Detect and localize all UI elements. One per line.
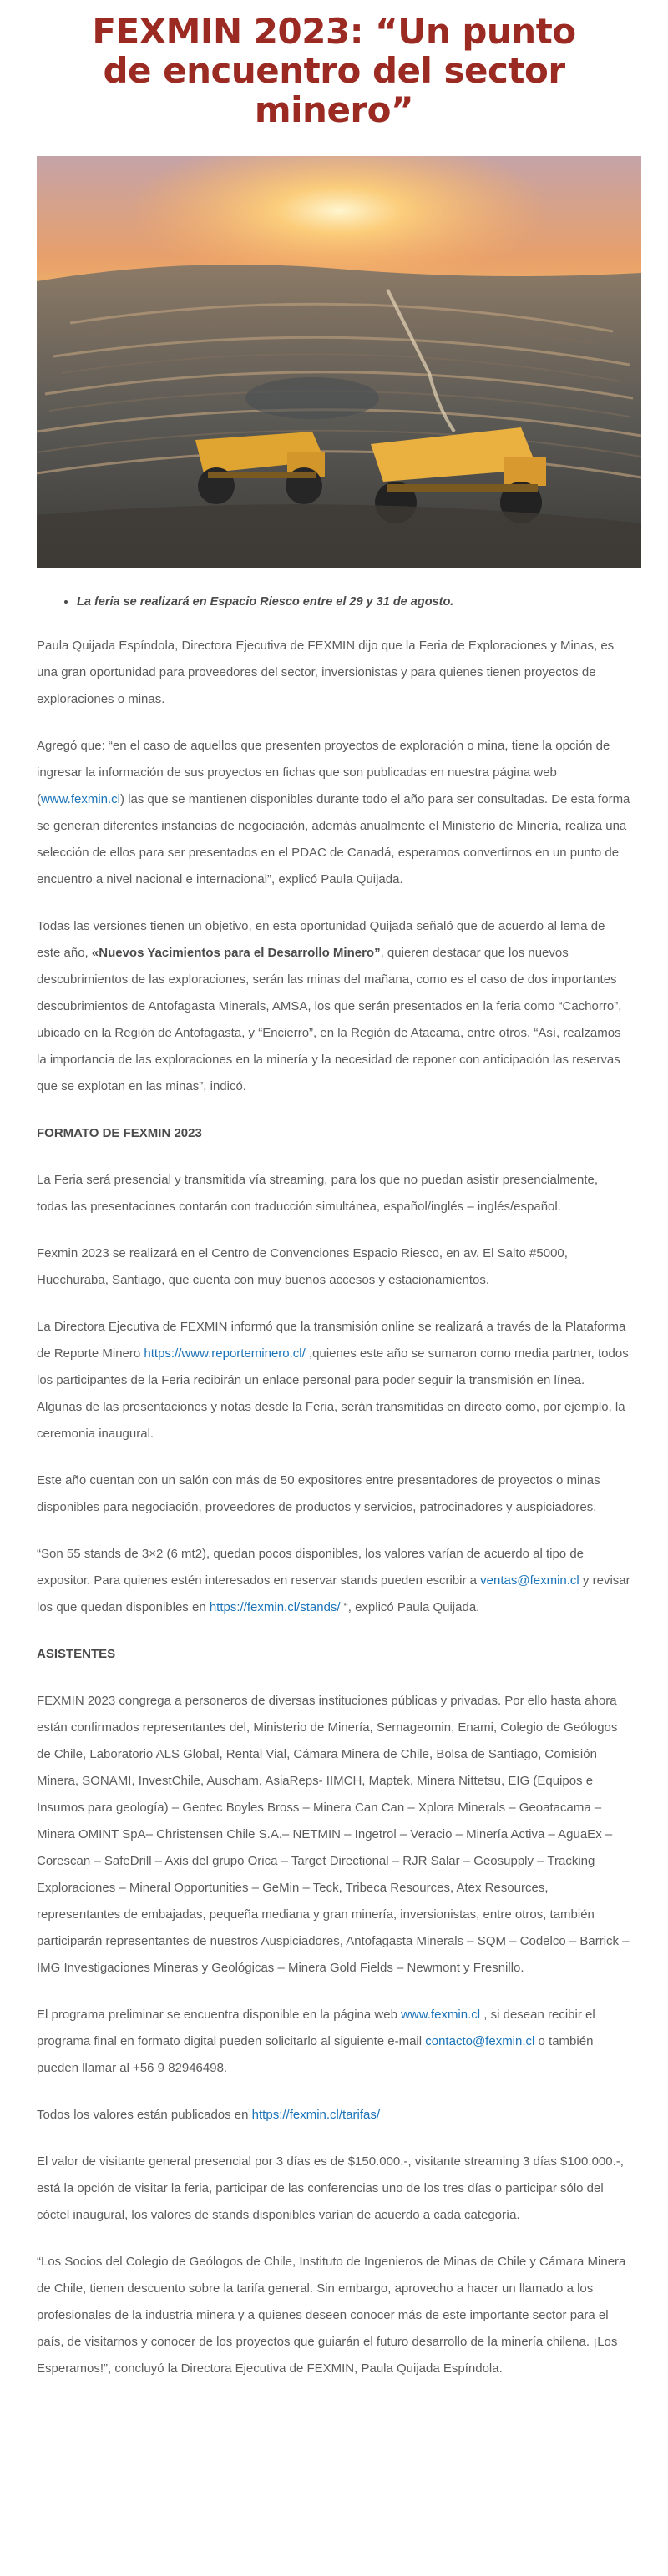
highlight-item: • La feria se realizará en Espacio Riesco entre el 29 y 31 de agosto. (77, 593, 631, 611)
paragraph: La Feria será presencial y transmitida vía streaming, para los que no puedan asistir presencialmente, todas las presentaciones contarán con traducción simultánea, español/inglés – inglés/español. (37, 1173, 599, 1214)
reporteminero-link[interactable]: https://www.reporteminero.cl/ (144, 1346, 306, 1361)
fexmin-link[interactable]: www.fexmin.cl (41, 792, 121, 806)
paragraph: Fexmin 2023 se realizará en el Centro de Convenciones Espacio Riesco, en av. El Salto #5000, Huechuraba, Santiago, que cuenta con muy buenos accesos y estacionamientos. (37, 1246, 568, 1287)
paragraph: Todos los valores están publicados en https://fexmin.cl/tarifas/ (37, 2108, 381, 2122)
paragraph: La Directora Ejecutiva de FEXMIN informó que la transmisión online se realizará a través de la Plataforma de Reporte Minero https://www.reporteminero.cl/ ,quienes este año se sumaron como media partner, todos los participantes de la Feria recibirán un enlace personal para poder seguir la transmisión en línea. Algunas de las presentaciones y notas desde la Feria, serán transmitidas en directo como, por ejemplo, la ceremonia inaugural. (37, 1320, 629, 1441)
hero-image (37, 156, 641, 568)
stands-link[interactable]: https://fexmin.cl/stands/ (209, 1600, 341, 1614)
paragraph: FEXMIN 2023 congrega a personeros de diversas instituciones públicas y privadas. Por ello hasta ahora están confirmados representantes del, Ministerio de Minería, Sernageomin, Enami, Colegio de Geólogos de Chile, Laboratorio ALS Global, Rental Vial, Cámara Minera de Chile, Bolsa de Santiago, Comisión Minera, SONAMI, InvestChile, Auscham, AsiaReps- IIMCH, Maptek, Minera Nittetsu, EIG (Equipos e Insumos para geología) – Geotec Boyles Bross – Minera Can Can – Xplora Minerals – Geoatacama – Minera OMINT SpA– Christensen Chile S.A.– NETMIN – Ingetrol – Veracio – Minería Activa – AguaEx – Corescan – SafeDrill – Axis del grupo Orica – Target Directional – RJR Salar – Geosupply – Tracking Exploraciones – Mineral Opportunities – GeMin – Teck, Tribeca Resources, Atex Resources, representantes de embajadas, pequeña mediana y gran minería, inversionistas, entre otros, también participarán representantes de nuestros Auspiciadores, Antofagasta Minerals – SQM – Codelco – Barrick – IMG Investigaciones Mineras y Geológicas – Minera Gold Fields – Newmont y Fresnillo. (37, 1694, 630, 1975)
paragraph: Todas las versiones tienen un objetivo, en esta oportunidad Quijada señaló que de acuerdo al lema de este año, «Nuevos Yacimientos para el Desarrollo Minero”, quieren destacar que los nuevos descubrimientos de las exploraciones, serán las minas del mañana, como es el caso de dos importantes descubrimientos de Antofagasta Minerals, AMSA, los que serán presentados en la feria como “Cachorro”, ubicado en la Región de Antofagasta, y “Encierro”, en la Región de Atacama, entre otros. “Así, realzamos la importancia de las exploraciones en la minería y la necesidad de reponer con anticipación las reservas que se explotan en las minas”, indicó. (37, 919, 622, 1094)
paragraph: El valor de visitante general presencial por 3 días es de $150.000.-, visitante streaming 3 días $100.000.-, está la opción de visitar la feria, participar de las conferencias uno de los tres días o participar sólo del cóctel inaugural, los valores de stands disponibles varían de acuerdo a cada categoría. (37, 2154, 624, 2222)
motto: «Nuevos Yacimientos para el Desarrollo Minero” (91, 946, 381, 960)
section-heading-asistentes: ASISTENTES (37, 1647, 116, 1661)
paragraph: “Son 55 stands de 3×2 (6 mt2), quedan pocos disponibles, los valores varían de acuerdo al tipo de expositor. Para quienes estén interesados en reservar stands pueden escribir a ventas@fexmin.cl y revisar los que quedan disponibles en https://fexmin.cl/stands/ “, explicó Paula Quijada. (37, 1547, 630, 1614)
paragraph: Este año cuentan con un salón con más de 50 expositores entre presentadores de proyectos o minas disponibles para negociación, proveedores de productos y servicios, patrocinadores y auspiciadores. (37, 1473, 600, 1514)
article (37, 0, 631, 2382)
contacto-email-link[interactable]: contacto@fexmin.cl (425, 2034, 535, 2048)
paragraph: “Los Socios del Colegio de Geólogos de Chile, Instituto de Ingenieros de Minas de Chile y Cámara Minera de Chile, tienen descuento sobre la tarifa general. Sin embargo, aprovecho a hacer un llamado a los profesionales de la industria minera y a quienes deseen conocer más de este importante sector para el país, de visitarnos y conocer de los proyectos que guiarán el futuro desarrollo de la minería chilena. ¡Los Esperamos!”, concluyó la Directora Ejecutiva de FEXMIN, Paula Quijada Espíndola. (37, 2255, 626, 2376)
highlights-list (37, 593, 631, 611)
ventas-email-link[interactable]: ventas@fexmin.cl (480, 1573, 579, 1588)
paragraph: Paula Quijada Espíndola, Directora Ejecutiva de FEXMIN dijo que la Feria de Exploraciones y Minas, es una gran oportunidad para proveedores del sector, inversionistas y para quienes tienen proyectos de exploraciones o minas. (37, 639, 615, 706)
tarifas-link[interactable]: https://fexmin.cl/tarifas/ (251, 2108, 381, 2122)
paragraph: El programa preliminar se encuentra disponible en la página web www.fexmin.cl , si desean recibir el programa final en formato digital pueden solicitarlo al siguiente e-mail contacto@fexmin.cl o también pueden llamar al +56 9 82946498. (37, 2008, 595, 2075)
section-heading-formato: FORMATO DE FEXMIN 2023 (37, 1126, 202, 1140)
paragraph: Agregó que: “en el caso de aquellos que presenten proyectos de exploración o mina, tiene la opción de ingresar la información de sus proyectos en fichas que son publicadas en nuestra página web (www.fexmin.cl) las que se mantienen disponibles durante todo el año para ser consultadas. De esta forma se generan diferentes instancias de negociación, además anualmente el Ministerio de Minería, realiza una selección de ellos para ser presentados en el PDAC de Canadá, esperamos convertirnos en un punto de encuentro a nivel nacional e internacional”, explicó Paula Quijada. (37, 739, 630, 886)
fexmin-link[interactable]: www.fexmin.cl (401, 2008, 481, 2022)
article-title: FEXMIN 2023: “Un punto de encuentro del sector minero” (92, 11, 576, 130)
